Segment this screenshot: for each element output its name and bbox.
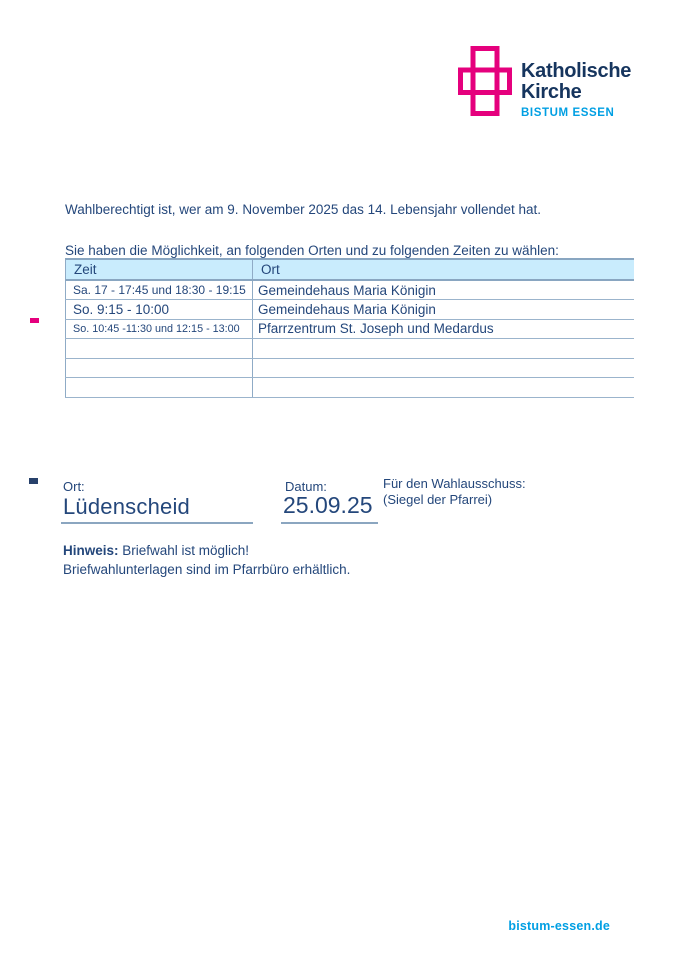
table-row-empty (66, 378, 635, 398)
datum-value: 25.09.25 (283, 492, 373, 518)
hinweis-label: Hinweis: (63, 543, 119, 558)
datum-label: Datum: (285, 479, 327, 494)
cell-zeit: So. 9:15 - 10:00 (66, 300, 253, 320)
footer-website-link: bistum-essen.de (508, 919, 610, 933)
cell-ort: Gemeindehaus Maria Königin (253, 300, 635, 320)
column-header-zeit: Zeit (66, 259, 253, 280)
hinweis-line1-text: Briefwahl ist möglich! (118, 543, 250, 558)
committee-line2: (Siegel der Pfarrei) (383, 491, 493, 507)
cell-zeit (66, 339, 253, 359)
voting-schedule-table (65, 258, 634, 398)
logo-subtitle: BISTUM ESSEN (521, 107, 615, 119)
table-row (66, 319, 635, 339)
table-row (66, 280, 635, 300)
cell-ort (253, 378, 635, 398)
navy-margin-bullet (29, 478, 38, 484)
ort-label: Ort: (63, 479, 85, 494)
cell-zeit (66, 358, 253, 378)
cell-zeit (66, 378, 253, 398)
cell-ort: Pfarrzentrum St. Joseph und Medardus (253, 319, 635, 339)
logo-wordmark (521, 61, 631, 119)
ort-signature-line (61, 522, 253, 524)
column-header-ort: Ort (253, 259, 635, 280)
eligibility-paragraph: Wahlberechtigt ist, wer am 9. November 2025 das 14. Lebensjahr vollendet hat. (65, 202, 542, 217)
committee-line1: Für den Wahlausschuss: (383, 476, 526, 491)
hinweis-line2: Briefwahlunterlagen sind im Pfarrbüro erhältlich. (63, 562, 351, 577)
datum-signature-line (281, 522, 378, 524)
cell-zeit: Sa. 17 - 17:45 und 18:30 - 19:15 (66, 280, 253, 300)
logo-title-line2: Kirche (521, 81, 582, 103)
possibility-paragraph: Sie haben die Möglichkeit, an folgenden Orten und zu folgenden Zeiten zu wählen: (65, 243, 559, 258)
logo-title-line1: Katholische (521, 60, 632, 82)
table-row (66, 300, 635, 320)
pink-margin-bullet (30, 318, 39, 323)
table-header-row (66, 259, 635, 280)
cell-ort: Gemeindehaus Maria Königin (253, 280, 635, 300)
cell-ort (253, 358, 635, 378)
cell-ort (253, 339, 635, 359)
table-row-empty (66, 339, 635, 359)
cell-zeit: So. 10:45 -11:30 und 12:15 - 13:00 (66, 319, 253, 339)
hinweis-line1 (63, 543, 249, 558)
ort-value: Lüdenscheid (63, 494, 190, 519)
committee-seal-note (383, 476, 526, 507)
bistum-essen-cross-icon (458, 46, 512, 121)
table-row-empty (66, 358, 635, 378)
